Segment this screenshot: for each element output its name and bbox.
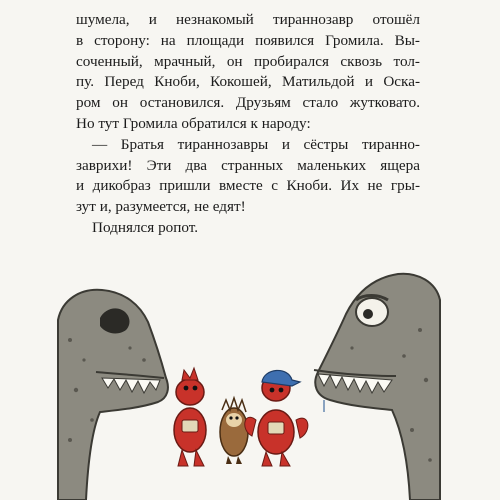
hedgehog [220,398,248,464]
story-text [76,10,420,239]
red-dinosaur-left [174,368,206,466]
text-line: в сторону: на площади появился Громила. Вы- [76,31,420,49]
text-line: зут и, разумеется, не едят! [76,198,246,216]
text-line: — Братья тираннозавры и сёстры тиранно- [92,135,420,153]
text-line: Поднялся ропот. [92,218,199,236]
right-trex-head [314,274,440,500]
left-trex-head [58,290,168,500]
red-dinosaur-with-cap [245,370,308,466]
dinosaur-illustration [0,260,500,500]
text-line: Но тут Громила обратился к народу: [76,114,311,132]
text-line: и дикобраз пришли вместе с Кноби. Их не гры- [76,177,420,195]
text-line: соченный, мрачный, он пробирался сквозь тол- [76,52,420,70]
text-line: заврихи! Эти два странных маленьких ящера [76,156,420,174]
text-line: шумела, и незнакомый тираннозавр отошёл [76,11,420,28]
text-line: пу. Перед Кноби, Кокошей, Матильдой и Оска- [76,73,420,91]
text-line: ром он остановился. Друзьям стало жутковато. [76,94,420,112]
